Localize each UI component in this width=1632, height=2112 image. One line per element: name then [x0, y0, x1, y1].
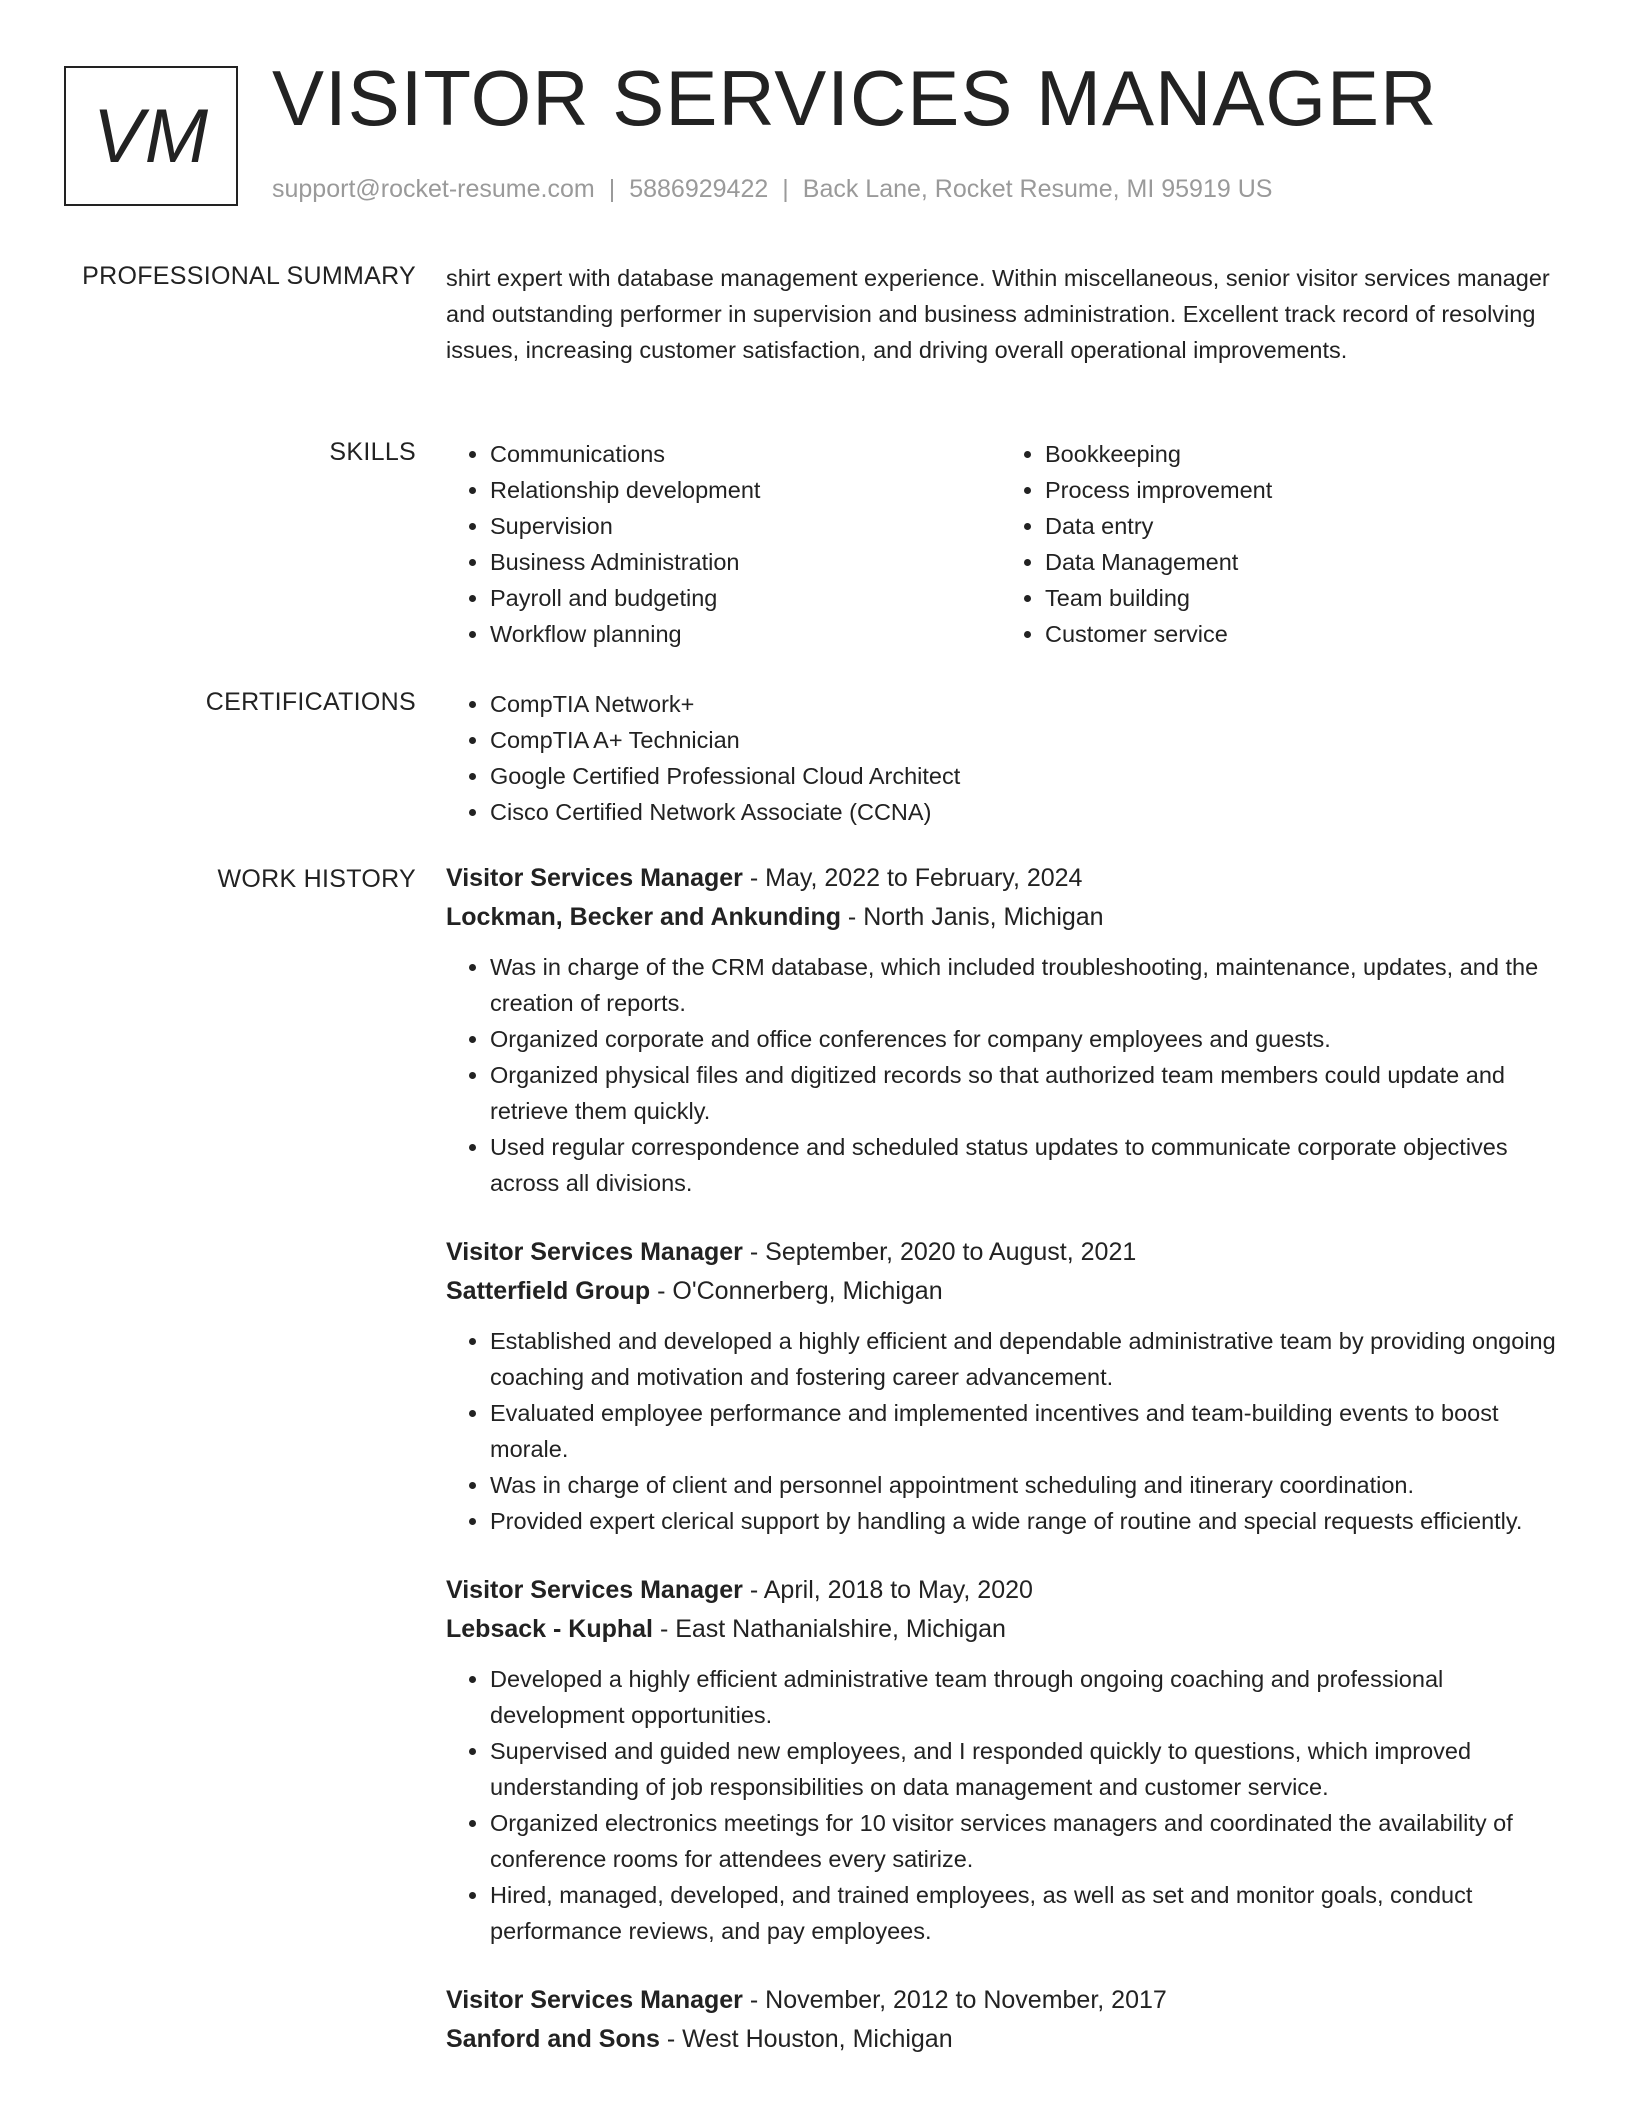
- skills-list-right: [1001, 436, 1556, 652]
- job-location: - North Janis, Michigan: [840, 903, 1104, 931]
- summary-text: shirt expert with database management experience. Within miscellaneous, senior visitor services manager and outstanding performer in supervision and business administration. Excellent track record of resolving issues, increasing customer satisfaction, and driving overall operational improvements.: [446, 265, 1550, 363]
- skill-item: • Process improvement: [1045, 472, 1556, 508]
- skill-item: • Customer service: [1045, 616, 1556, 652]
- job-bullet: • Was in charge of the CRM database, which included troubleshooting, maintenance, updates, and the creation of reports.: [490, 949, 1556, 1021]
- skill-item: • Bookkeeping: [1045, 436, 1556, 472]
- work-history-body: [446, 859, 1556, 2091]
- job-dates: - April, 2018 to May, 2020: [742, 1576, 1033, 1604]
- job-title: Visitor Services Manager: [446, 864, 743, 892]
- job-title-line: [446, 1571, 1556, 1610]
- certifications-body: [446, 686, 1556, 830]
- skill-item: • Data entry: [1045, 508, 1556, 544]
- contact-address: Back Lane, Rocket Resume, MI 95919 US: [802, 175, 1273, 203]
- certification-item: • Google Certified Professional Cloud Architect: [490, 758, 1556, 794]
- job-dates: - May, 2022 to February, 2024: [742, 864, 1083, 892]
- job-entry: [446, 1981, 1556, 2059]
- job-bullet: • Evaluated employee performance and implemented incentives and team-building events to boost morale.: [490, 1395, 1556, 1467]
- job-bullets: [446, 1323, 1556, 1539]
- job-company-line: [446, 898, 1556, 937]
- section-label-certifications: CERTIFICATIONS: [205, 688, 416, 716]
- skill-item: • Supervision: [490, 508, 1001, 544]
- job-dates: - September, 2020 to August, 2021: [742, 1238, 1137, 1266]
- job-company: Satterfield Group: [446, 1277, 651, 1305]
- skill-item: • Business Administration: [490, 544, 1001, 580]
- job-bullet: • Supervised and guided new employees, and I responded quickly to questions, which improved understanding of job responsibilities on data management and customer service.: [490, 1733, 1556, 1805]
- skill-item: • Team building: [1045, 580, 1556, 616]
- job-company-line: [446, 2020, 1556, 2059]
- skill-item: • Payroll and budgeting: [490, 580, 1001, 616]
- contact-email[interactable]: support@rocket-resume.com: [272, 175, 595, 203]
- contact-separator: |: [608, 175, 616, 203]
- contact-phone[interactable]: 5886929422: [629, 175, 769, 203]
- monogram-badge: VM: [64, 66, 238, 206]
- job-location: - West Houston, Michigan: [659, 2025, 953, 2053]
- job-location: - East Nathanialshire, Michigan: [653, 1615, 1006, 1643]
- job-bullets: [446, 1661, 1556, 1949]
- skill-item: • Workflow planning: [490, 616, 1001, 652]
- skills-columns: [446, 436, 1556, 652]
- section-label-work-history: WORK HISTORY: [217, 865, 416, 893]
- certification-item: • CompTIA A+ Technician: [490, 722, 1556, 758]
- certification-item: • CompTIA Network+: [490, 686, 1556, 722]
- job-title-line: [446, 1233, 1556, 1272]
- job-title-line: [446, 859, 1556, 898]
- job-title-line: [446, 1981, 1556, 2020]
- skills-list-left: [446, 436, 1001, 652]
- contact-line: [272, 175, 1272, 204]
- job-bullet: • Used regular correspondence and scheduled status updates to communicate corporate objectives across all divisions.: [490, 1129, 1556, 1201]
- job-bullet: • Organized corporate and office conferences for company employees and guests.: [490, 1021, 1556, 1057]
- job-company: Sanford and Sons: [446, 2025, 660, 2053]
- job-title: Visitor Services Manager: [446, 1238, 743, 1266]
- job-bullet: • Was in charge of client and personnel appointment scheduling and itinerary coordination.: [490, 1467, 1556, 1503]
- certifications-list: [446, 686, 1556, 830]
- certification-item: • Cisco Certified Network Associate (CCNA): [490, 794, 1556, 830]
- job-location: - O'Connerberg, Michigan: [650, 1277, 943, 1305]
- job-bullet: • Developed a highly efficient administrative team through ongoing coaching and professional development opportunities.: [490, 1661, 1556, 1733]
- job-bullet: • Hired, managed, developed, and trained employees, as well as set and monitor goals, conduct performance reviews, and pay employees.: [490, 1877, 1556, 1949]
- job-title: Visitor Services Manager: [446, 1576, 743, 1604]
- job-bullet: • Provided expert clerical support by handling a wide range of routine and special requests efficiently.: [490, 1503, 1556, 1539]
- job-dates: - November, 2012 to November, 2017: [742, 1986, 1167, 2014]
- section-label-summary: PROFESSIONAL SUMMARY: [82, 262, 416, 290]
- job-entry: [446, 859, 1556, 1201]
- job-entry: [446, 1233, 1556, 1539]
- job-company-line: [446, 1610, 1556, 1649]
- job-bullet: • Organized physical files and digitized records so that authorized team members could update and retrieve them quickly.: [490, 1057, 1556, 1129]
- job-company-line: [446, 1272, 1556, 1311]
- job-entry: [446, 1571, 1556, 1949]
- summary-body: [446, 260, 1556, 368]
- job-company: Lebsack - Kuphal: [446, 1615, 653, 1643]
- job-bullet: • Established and developed a highly efficient and dependable administrative team by providing ongoing coaching and motivation and fostering career advancement.: [490, 1323, 1556, 1395]
- contact-separator: |: [782, 175, 789, 203]
- skill-item: • Relationship development: [490, 472, 1001, 508]
- job-title: Visitor Services Manager: [446, 1986, 743, 2014]
- resume-title: VISITOR SERVICES MANAGER: [272, 54, 1438, 142]
- section-label-skills: SKILLS: [329, 438, 416, 466]
- job-bullet: • Organized electronics meetings for 10 visitor services managers and coordinated the availability of conference rooms for attendees every satirize.: [490, 1805, 1556, 1877]
- job-company: Lockman, Becker and Ankunding: [446, 903, 841, 931]
- skill-item: • Communications: [490, 436, 1001, 472]
- skills-body: [446, 436, 1556, 652]
- skill-item: • Data Management: [1045, 544, 1556, 580]
- job-bullets: [446, 949, 1556, 1201]
